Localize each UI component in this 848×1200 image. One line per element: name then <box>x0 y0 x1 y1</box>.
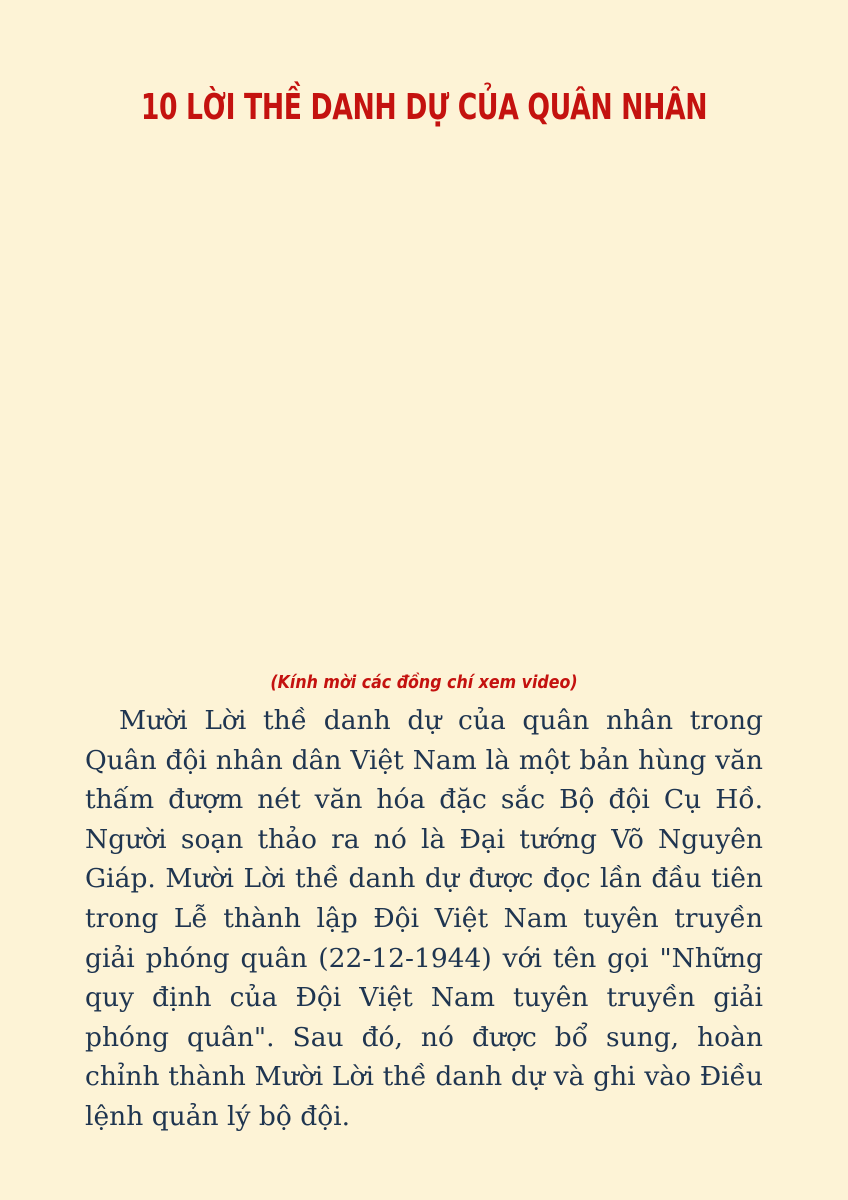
video-embed[interactable] <box>86 150 762 660</box>
video-caption: (Kính mời các đồng chí xem video) <box>270 672 578 693</box>
body-paragraph: Mười Lời thề danh dự của quân nhân trong Quân đội nhân dân Việt Nam là một bản hùng văn thấm đượm nét văn hóa đặc sắc Bộ đội Cụ Hồ. Người soạn thảo ra nó là Đại tướng Võ Nguyên Giáp. Mười Lời thề danh dự được đọc lần đầu tiên trong Lễ thành lập Đội Việt Nam tuyên truyền giải phóng quân (22-12-1944) với tên gọi "Những quy định của Đội Việt Nam tuyên truyền giải phóng quân". Sau đó, nó được bổ sung, hoàn chỉnh thành Mười Lời thề danh dự và ghi vào Điều lệnh quản lý bộ đội. <box>85 705 763 1132</box>
page-title: 10 LỜI THỀ DANH DỰ CỦA QUÂN NHÂN <box>140 87 708 128</box>
